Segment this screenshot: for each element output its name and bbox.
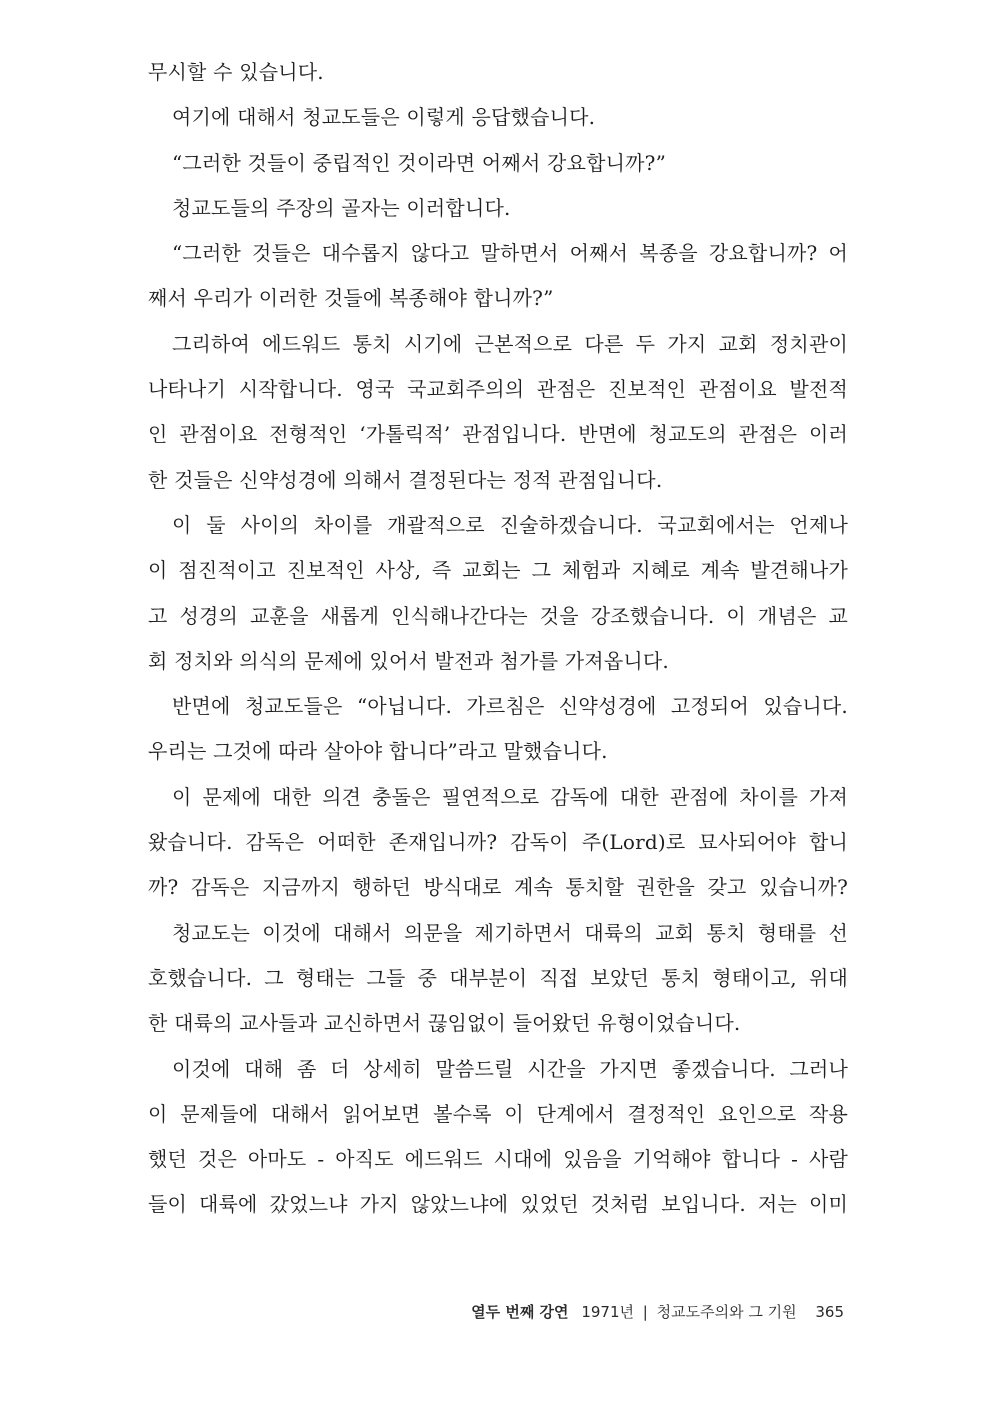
text-line: 한 대륙의 교사들과 교신하면서 끊임없이 들어왔던 유형이었습니다. (148, 1011, 741, 1036)
text-line: 까? 감독은 지금까지 행하던 방식대로 계속 통치할 권한을 갖고 있습니까? (148, 875, 848, 900)
text-line: 했던 것은 아마도 - 아직도 에드워드 시대에 있음을 기억해야 합니다 - 사람 (148, 1147, 848, 1172)
text-line: 청교도는 이것에 대해서 의문을 제기하면서 대륙의 교회 통치 형태를 선 (172, 920, 848, 945)
page-body (148, 50, 848, 1228)
footer-divider: | (642, 1303, 648, 1321)
text-line: 이 문제에 대한 의견 충돌은 필연적으로 감독에 대한 관점에 차이를 가져 (172, 784, 848, 809)
lecture-year: 1971년 (581, 1303, 634, 1321)
text-line: 나타나기 시작합니다. 영국 국교회주의의 관점은 진보적인 관점이요 발전적 (148, 377, 848, 402)
text-line: “그러한 것들은 대수롭지 않다고 말하면서 어째서 복종을 강요합니까? 어 (172, 241, 848, 266)
text-line: 반면에 청교도들은 “아닙니다. 가르침은 신약성경에 고정되어 있습니다. (172, 694, 848, 719)
text-line: 호했습니다. 그 형태는 그들 중 대부분이 직접 보았던 통치 형태이고, 위대 (148, 965, 848, 990)
text-line: 우리는 그것에 따라 살아야 합니다”라고 말했습니다. (148, 739, 608, 764)
text-line: 들이 대륙에 갔었느냐 가지 않았느냐에 있었던 것처럼 보입니다. 저는 이미 (148, 1192, 848, 1217)
text-line: 왔습니다. 감독은 어떠한 존재입니까? 감독이 주(Lord)로 묘사되어야 합니 (148, 830, 848, 855)
text-line: 이 둘 사이의 차이를 개괄적으로 진술하겠습니다. 국교회에서는 언제나 (172, 512, 848, 537)
text-line: 이 문제들에 대해서 읽어보면 볼수록 이 단계에서 결정적인 요인으로 작용 (148, 1101, 848, 1126)
text-line: “그러한 것들이 중립적인 것이라면 어째서 강요합니까?” (172, 150, 666, 175)
text-line: 이 점진적이고 진보적인 사상, 즉 교회는 그 체험과 지혜로 계속 발견해나가 (148, 558, 848, 583)
chapter-title: 청교도주의와 그 기원 (656, 1303, 797, 1321)
text-line: 고 성경의 교훈을 새롭게 인식해나간다는 것을 강조했습니다. 이 개념은 교 (148, 603, 848, 628)
text-line: 이것에 대해 좀 더 상세히 말씀드릴 시간을 가지면 좋겠습니다. 그러나 (172, 1056, 848, 1081)
text-line: 회 정치와 의식의 문제에 있어서 발전과 첨가를 가져옵니다. (148, 648, 669, 673)
page-number: 365 (815, 1303, 844, 1321)
lecture-title: 열두 번째 강연 (471, 1303, 569, 1321)
text-line: 여기에 대해서 청교도들은 이렇게 응답했습니다. (172, 105, 596, 130)
text-line: 청교도들의 주장의 골자는 이러합니다. (172, 195, 511, 220)
text-line: 한 것들은 신약성경에 의해서 결정된다는 정적 관점입니다. (148, 467, 663, 492)
text-line: 인 관점이요 전형적인 ‘가톨릭적’ 관점입니다. 반면에 청교도의 관점은 이러 (148, 422, 848, 447)
text-line: 무시할 수 있습니다. (148, 60, 324, 84)
text-line: 그리하여 에드워드 통치 시기에 근본적으로 다른 두 가지 교회 정치관이 (172, 331, 848, 356)
text-line: 째서 우리가 이러한 것들에 복종해야 합니까?” (148, 286, 554, 311)
running-footer (471, 1300, 844, 1324)
